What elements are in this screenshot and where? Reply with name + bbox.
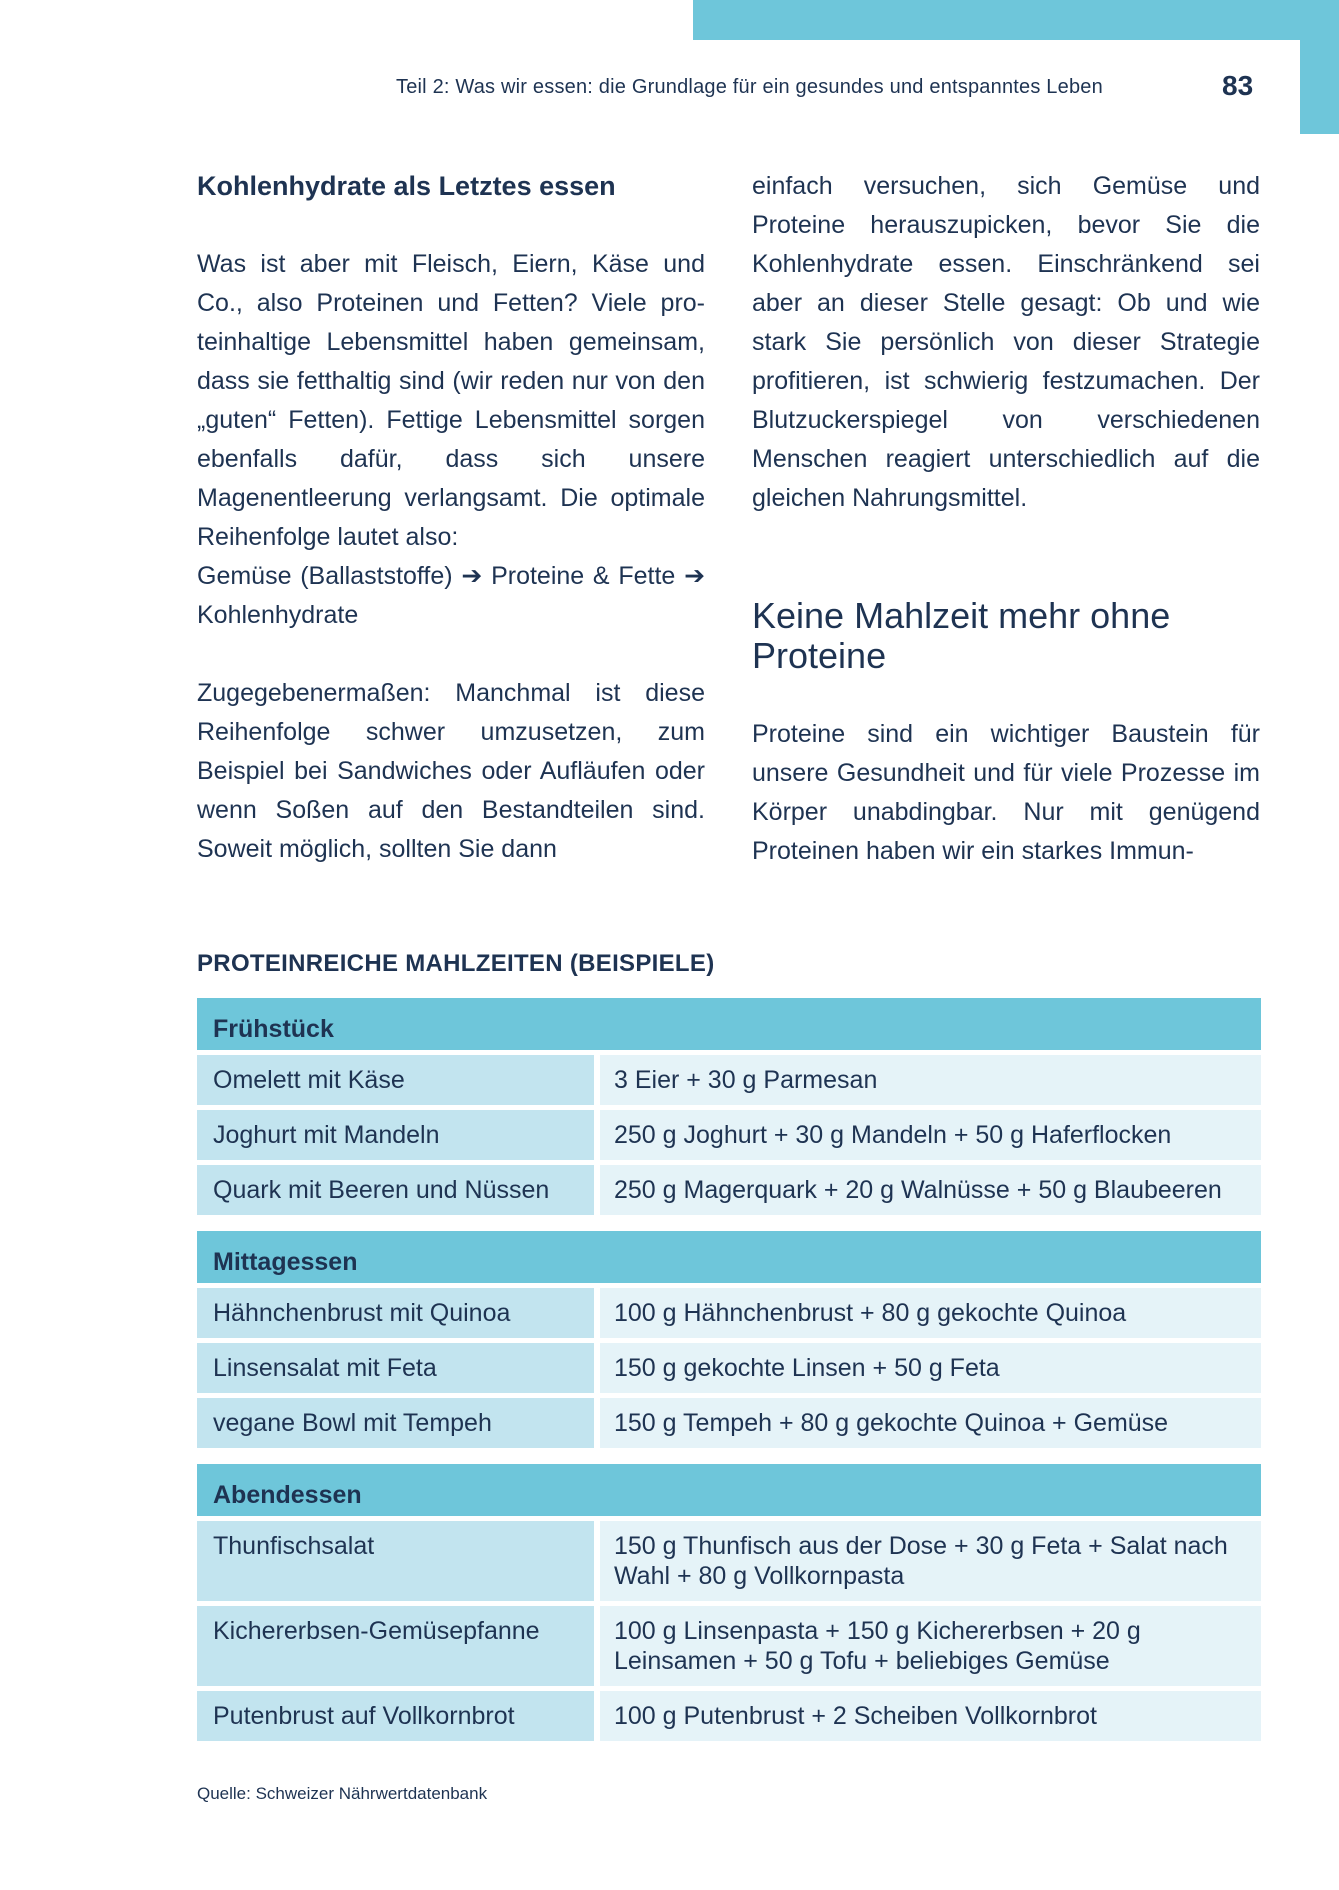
meal-ingredients: 150 g Tempeh + 80 g gekochte Quinoa + Gemüse (600, 1398, 1261, 1448)
table-row (197, 1691, 1261, 1741)
paragraph: einfach versuchen, sich Gemüse und Proteine herauszupicken, bevor Sie die Kohlenhydrate essen. Einschränkend sei aber an dieser Stelle gesagt: Ob und wie stark Sie persönlich von dieser Strategie profitieren, ist schwierig festzumachen. Der Blutzuckerspiegel von verschiedenen Menschen reagiert unterschiedlich auf die gleichen Nahrungsmittel. (752, 172, 1260, 512)
sequence-step: Proteine & Fette (491, 562, 676, 590)
table-group-dinner (197, 1464, 1261, 1741)
group-header: Abendessen (197, 1464, 1261, 1516)
table-title: PROTEINREICHE MAHLZEITEN (BEISPIELE) (197, 950, 715, 977)
table-row (197, 1521, 1261, 1601)
meal-ingredients: 250 g Magerquark + 20 g Walnüsse + 50 g Blaubeeren (600, 1165, 1261, 1215)
meal-name: Hähnchenbrust mit Quinoa (197, 1288, 594, 1338)
meal-name: Linsensalat mit Feta (197, 1343, 594, 1393)
group-header: Frühstück (197, 998, 1261, 1050)
table-group-breakfast (197, 998, 1261, 1215)
sequence-step: Kohlenhydrate (197, 601, 359, 629)
table-row (197, 1288, 1261, 1338)
page-number: 83 (1222, 70, 1254, 101)
subheading-carbs-last: Kohlenhydrate als Letztes essen (197, 171, 616, 201)
meal-ingredients: 100 g Linsenpasta + 150 g Kichererbsen + 20 g Leinsamen + 50 g Tofu + beliebiges Gemüse (600, 1606, 1261, 1686)
table-row (197, 1165, 1261, 1215)
arrow-right-icon: ➔ (684, 562, 706, 590)
meal-name: Quark mit Beeren und Nüssen (197, 1165, 594, 1215)
arrow-right-icon: ➔ (461, 562, 483, 590)
meal-ingredients: 250 g Joghurt + 30 g Mandeln + 50 g Haferflocken (600, 1110, 1261, 1160)
meal-name: Thunfischsalat (197, 1521, 594, 1601)
meal-ingredients: 100 g Putenbrust + 2 Scheiben Vollkornbrot (600, 1691, 1261, 1741)
right-column (752, 167, 1260, 871)
meal-name: Joghurt mit Mandeln (197, 1110, 594, 1160)
table-source-note: Quelle: Schweizer Nährwertdatenbank (197, 1784, 488, 1803)
table-row (197, 1110, 1261, 1160)
meal-ingredients: 3 Eier + 30 g Parmesan (600, 1055, 1261, 1105)
meal-ingredients: 150 g gekochte Linsen + 50 g Feta (600, 1343, 1261, 1393)
sequence-step: Gemüse (Ballaststoffe) (197, 562, 453, 590)
section-heading-proteins: Keine Mahlzeit mehr ohne Proteine (752, 595, 1171, 676)
table-row (197, 1343, 1261, 1393)
paragraph: Was ist aber mit Fleisch, Eiern, Käse und Co., also Proteinen und Fetten? Viele proteinhaltige Lebensmittel haben gemeinsam, dass sie fetthaltig sind (wir reden nur von den „guten“ Fetten). Fettige Lebensmittel sorgen ebenfalls dafür, dass sich unsere Magenentleerung verlangsamt. Die optimale Reihenfolge lautet also: Gemüse (Ballaststoffe) ➔ Proteine & Fette ➔ Kohlenhydrate (197, 250, 706, 629)
table-row (197, 1055, 1261, 1105)
meal-name: vegane Bowl mit Tempeh (197, 1398, 594, 1448)
meal-name: Omelett mit Käse (197, 1055, 594, 1105)
meal-name: Putenbrust auf Vollkornbrot (197, 1691, 594, 1741)
running-head: Teil 2: Was wir essen: die Grundlage für ein gesundes und entspanntes Leben (396, 76, 1103, 98)
protein-meals-table (197, 998, 1261, 1757)
meal-name: Kichererbsen-Gemüsepfanne (197, 1606, 594, 1686)
paragraph: Zugegebenermaßen: Manchmal ist diese Reihenfolge schwer umzusetzen, zum Beispiel bei Sandwiches oder Aufläufen oder wenn Soßen auf den Bestandteilen sind. Soweit möglich, sollten Sie dann (197, 679, 705, 863)
meal-ingredients: 100 g Hähnchenbrust + 80 g gekochte Quinoa (600, 1288, 1261, 1338)
table-row (197, 1398, 1261, 1448)
paragraph: Proteine sind ein wichtiger Baustein für unsere Gesundheit und für viele Prozesse im Körper unabdingbar. Nur mit genügend Proteinen haben wir ein starkes Immun- (752, 720, 1260, 865)
page-tab-marker (1300, 40, 1339, 134)
table-group-lunch (197, 1231, 1261, 1448)
table-row (197, 1606, 1261, 1686)
header-accent-bar (693, 0, 1339, 40)
left-column (197, 167, 705, 869)
meal-ingredients: 150 g Thunfisch aus der Dose + 30 g Feta + Salat nach Wahl + 80 g Vollkornpasta (600, 1521, 1261, 1601)
group-header: Mittagessen (197, 1231, 1261, 1283)
